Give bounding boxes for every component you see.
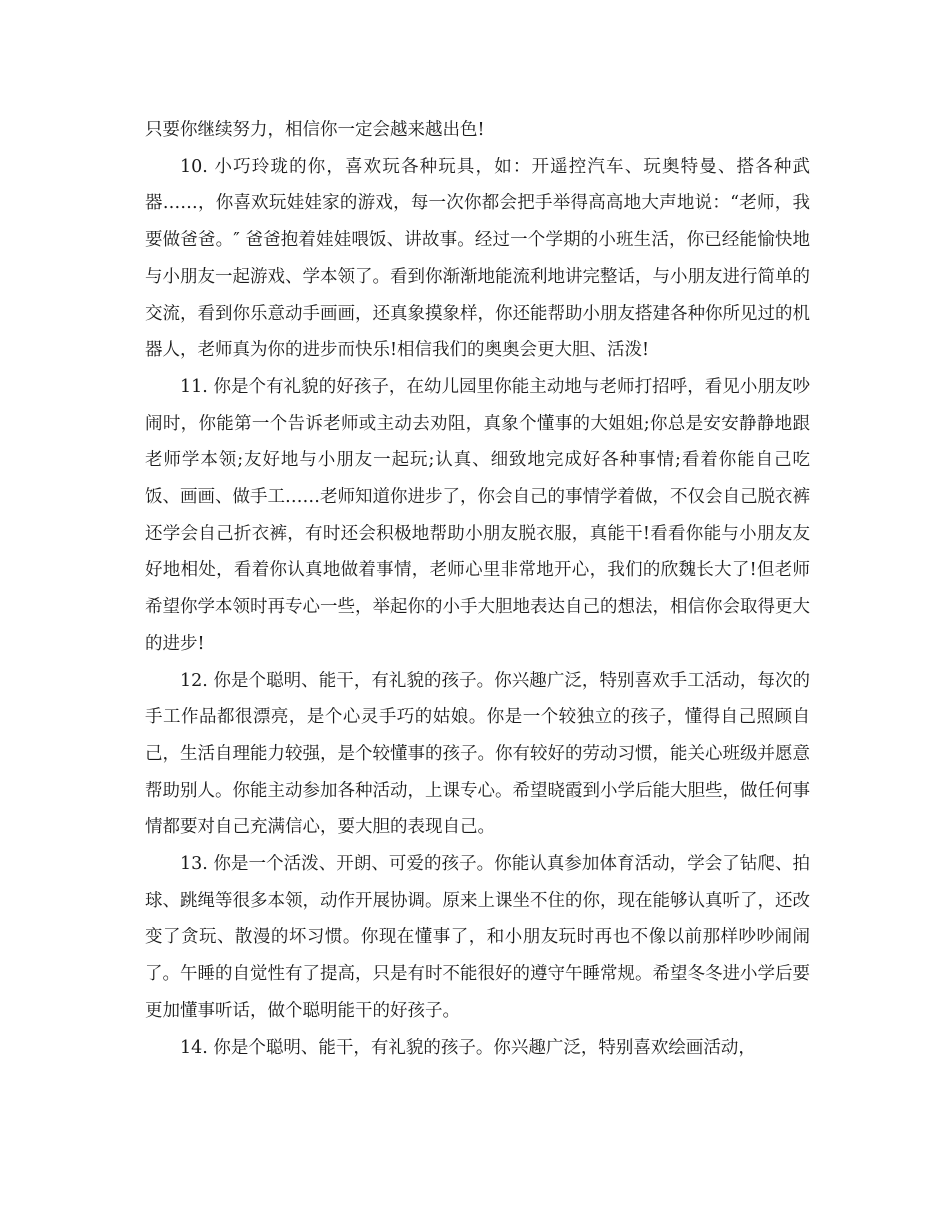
paragraph-item-10: 10. 小巧玲珑的你，喜欢玩各种玩具，如：开遥控汽车、玩奥特曼、搭各种武器……，你喜欢玩娃娃家的游戏，每一次你都会把手举得高高地大声地说：“老师，我要做爸爸。″ 爸爸抱着娃娃喂饭、讲故事。经过一个学期的小班生活，你已经能愉快地与小朋友一起游戏、学本领了。看到你渐渐地能流利地讲完整话，与小朋友进行简单的交流，看到你乐意动手画画，还真象摸象样，你还能帮助小朋友搭建各种你所见过的机器人，老师真为你的进步而快乐!相信我们的奥奥会更大胆、活泼! xyxy=(145,156,810,361)
paragraph-item-12: 12. 你是个聪明、能干，有礼貌的孩子。你兴趣广泛，特别喜欢手工活动，每次的手工作品都很漂亮，是个心灵手巧的姑娘。你是一个较独立的孩子，懂得自己照顾自己，生活自理能力较强，是个较懂事的孩子。你有较好的劳动习惯，能关心班级并愿意帮助别人。你能主动参加各种活动，上课专心。希望晓霞到小学后能大胆些，做任何事情都要对自己充满信心，要大胆的表现自己。 xyxy=(145,670,810,838)
document-body xyxy=(145,112,810,1066)
paragraph-item-11: 11. 你是个有礼貌的好孩子，在幼儿园里你能主动地与老师打招呼，看见小朋友吵闹时，你能第一个告诉老师或主动去劝阻，真象个懂事的大姐姐;你总是安安静静地跟老师学本领;友好地与小朋友一起玩;认真、细致地完成好各种事情;看着你能自己吃饭、画画、做手工……老师知道你进步了，你会自己的事情学着做，不仅会自己脱衣裤还学会自己折衣裤，有时还会积极地帮助小朋友脱衣服，真能干!看看你能与小朋友友好地相处，看着你认真地做着事情，老师心里非常地开心，我们的欣魏长大了!但老师希望你学本领时再专心一些，举起你的小手大胆地表达自己的想法，相信你会取得更大的进步! xyxy=(145,376,810,654)
paragraph-item-13: 13. 你是一个活泼、开朗、可爱的孩子。你能认真参加体育活动，学会了钻爬、拍球、跳绳等很多本领，动作开展协调。原来上课坐不住的你，现在能够认真听了，还改变了贪玩、散漫的坏习惯。你现在懂事了，和小朋友玩时再也不像以前那样吵吵闹闹了。午睡的自觉性有了提高，只是有时不能很好的遵守午睡常规。希望冬冬进小学后要更加懂事听话，做个聪明能干的好孩子。 xyxy=(145,854,810,1021)
paragraph-item-14: 14. 你是个聪明、能干，有礼貌的孩子。你兴趣广泛，特别喜欢绘画活动， xyxy=(180,1037,756,1058)
paragraph-continuation: 只要你继续努力，相信你一定会越来越出色! xyxy=(145,120,485,140)
